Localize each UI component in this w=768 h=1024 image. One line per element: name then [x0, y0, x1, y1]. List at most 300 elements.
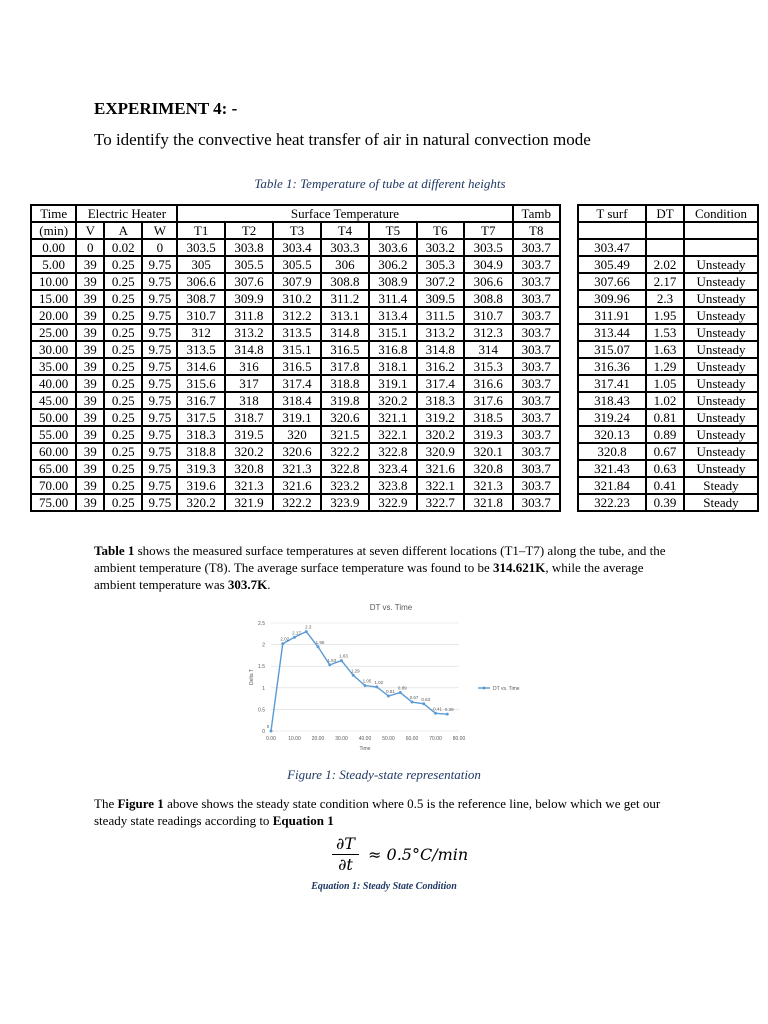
table-cell: 319.1	[273, 409, 320, 426]
condition-cell: Unsteady	[684, 409, 758, 426]
table-cell: 39	[76, 324, 104, 341]
condition-cell: 321.84	[578, 477, 646, 494]
equation-rhs: ≈ 0.5°C/min	[368, 845, 469, 864]
table-cell: 39	[76, 494, 104, 511]
table-cell: 9.75	[142, 375, 177, 392]
table-cell: 320.2	[225, 443, 273, 460]
table-cell: 322.8	[321, 460, 369, 477]
table-description-paragraph	[94, 542, 684, 593]
table-cell: 303.7	[513, 358, 560, 375]
table-cell: 318.8	[321, 375, 369, 392]
condition-cell: 2.3	[646, 290, 684, 307]
table-cell: 303.7	[513, 443, 560, 460]
table-row	[31, 392, 560, 409]
condition-cell: 309.96	[578, 290, 646, 307]
condition-cell: 1.63	[646, 341, 684, 358]
table-cell: 313.5	[273, 324, 320, 341]
group-header-row	[31, 205, 560, 222]
table-cell: 321.8	[464, 494, 513, 511]
table-cell: 306	[321, 256, 369, 273]
table-cell: 45.00	[31, 392, 76, 409]
x-tick-label: 80.00	[452, 736, 466, 742]
table-cell: 9.75	[142, 256, 177, 273]
table-cell: 0.25	[104, 341, 142, 358]
text-segment: , while the average ambient temperature was	[94, 560, 644, 592]
condition-cell: 303.47	[578, 239, 646, 256]
table-cell: 307.2	[417, 273, 464, 290]
condition-cell: 318.43	[578, 392, 646, 409]
table-cell: 303.7	[513, 426, 560, 443]
table-cell: 304.9	[464, 256, 513, 273]
sub-header-cell: T2	[225, 222, 273, 239]
chart-title: DT vs. Time	[369, 603, 413, 612]
table-cell: 0.25	[104, 409, 142, 426]
condition-row	[578, 256, 758, 273]
experiment-heading: EXPERIMENT 4: -	[94, 99, 238, 118]
table-cell: 303.3	[321, 239, 369, 256]
condition-table	[577, 204, 759, 512]
condition-header-row	[578, 205, 758, 222]
table-row	[31, 494, 560, 511]
condition-row	[578, 392, 758, 409]
table-row	[31, 477, 560, 494]
table-cell: 303.7	[513, 494, 560, 511]
sub-header-cell: T3	[273, 222, 320, 239]
data-point	[317, 645, 320, 648]
table-cell: 320.2	[177, 494, 224, 511]
table-cell: 321.3	[273, 460, 320, 477]
table-cell: 313.2	[225, 324, 273, 341]
table-cell: 318.3	[177, 426, 224, 443]
condition-row	[578, 290, 758, 307]
table-cell: 318	[225, 392, 273, 409]
table-cell: 319.2	[417, 409, 464, 426]
condition-row	[578, 460, 758, 477]
table-cell: 322.2	[273, 494, 320, 511]
y-axis-label: Delta T	[249, 668, 255, 686]
data-point	[411, 701, 414, 704]
table-cell: 9.75	[142, 341, 177, 358]
data-point	[305, 630, 308, 633]
table-row	[31, 358, 560, 375]
condition-cell: 0.67	[646, 443, 684, 460]
table-cell: 313.4	[369, 307, 416, 324]
table-cell: 9.75	[142, 324, 177, 341]
dt-vs-time-chart	[246, 598, 536, 758]
x-tick-label: 30.00	[335, 736, 348, 742]
figure-description-paragraph	[94, 795, 684, 829]
table-cell: 318.8	[177, 443, 224, 460]
condition-table-body	[578, 239, 758, 511]
condition-row	[578, 443, 758, 460]
table-cell: 303.2	[417, 239, 464, 256]
data-point	[375, 685, 378, 688]
condition-cell: Unsteady	[684, 324, 758, 341]
table-cell: 312.3	[464, 324, 513, 341]
table-cell: 9.75	[142, 477, 177, 494]
condition-cell: 1.53	[646, 324, 684, 341]
condition-cell: 321.43	[578, 460, 646, 477]
condition-cell: Unsteady	[684, 375, 758, 392]
table-cell: 316.8	[369, 341, 416, 358]
data-label: 0.81	[386, 689, 395, 695]
table-row	[31, 460, 560, 477]
y-tick-label: 1.5	[258, 664, 265, 671]
condition-cell: 1.05	[646, 375, 684, 392]
table-cell: 309.9	[225, 290, 273, 307]
condition-cell: 0.89	[646, 426, 684, 443]
table-cell: 323.9	[321, 494, 369, 511]
table-cell: 303.6	[369, 239, 416, 256]
figure-caption: Figure 1: Steady-state representation	[287, 767, 481, 782]
table-cell: 322.1	[369, 426, 416, 443]
data-label: 1.95	[315, 639, 325, 645]
condition-cell: 317.41	[578, 375, 646, 392]
y-tick-label: 2.5	[258, 621, 265, 627]
table-cell: 316.2	[417, 358, 464, 375]
table-cell: 308.7	[177, 290, 224, 307]
table-cell: 320	[273, 426, 320, 443]
condition-cell: 2.17	[646, 273, 684, 290]
table-cell: 311.2	[321, 290, 369, 307]
condition-row	[578, 409, 758, 426]
table-cell: 0.25	[104, 358, 142, 375]
table-cell: 320.6	[273, 443, 320, 460]
data-point	[270, 730, 273, 733]
table-cell: 20.00	[31, 307, 76, 324]
data-point	[340, 659, 343, 662]
sub-header-cell: W	[142, 222, 177, 239]
table-cell: 39	[76, 443, 104, 460]
table-cell: 320.2	[369, 392, 416, 409]
table-cell: 306.2	[369, 256, 416, 273]
table-cell: 322.9	[369, 494, 416, 511]
table-cell: 0.25	[104, 256, 142, 273]
table-cell: 314.6	[177, 358, 224, 375]
table-cell: 39	[76, 426, 104, 443]
condition-cell: 319.24	[578, 409, 646, 426]
data-label: 1.05	[362, 678, 372, 684]
table-cell: 320.9	[417, 443, 464, 460]
table-cell: 0.25	[104, 477, 142, 494]
sub-header-row	[31, 222, 560, 239]
condition-row	[578, 477, 758, 494]
condition-row	[578, 273, 758, 290]
condition-row	[578, 239, 758, 256]
table-cell: 39	[76, 290, 104, 307]
equation-denominator: ∂t	[338, 855, 353, 874]
table-cell: 303.7	[513, 290, 560, 307]
table-cell: 25.00	[31, 324, 76, 341]
table-cell: 40.00	[31, 375, 76, 392]
table-cell: 9.75	[142, 273, 177, 290]
table-cell: 319.3	[177, 460, 224, 477]
table-cell: 318.4	[273, 392, 320, 409]
condition-cell: Unsteady	[684, 256, 758, 273]
table-cell: 0.25	[104, 290, 142, 307]
condition-row	[578, 307, 758, 324]
data-label: 0.63	[421, 696, 431, 702]
x-tick-label: 40.00	[358, 736, 372, 742]
bold-text: 303.7K	[227, 577, 268, 592]
bold-text: Table 1	[94, 543, 135, 558]
table-cell: 39	[76, 307, 104, 324]
condition-cell: Unsteady	[684, 341, 758, 358]
table-cell: 9.75	[142, 426, 177, 443]
condition-row	[578, 358, 758, 375]
table-cell: 321.5	[321, 426, 369, 443]
table-cell: 10.00	[31, 273, 76, 290]
table-cell: 305.3	[417, 256, 464, 273]
table-cell: 0	[76, 239, 104, 256]
table-cell: 39	[76, 460, 104, 477]
y-tick-label: 0	[262, 729, 265, 735]
table-row	[31, 307, 560, 324]
table-cell: 317.6	[464, 392, 513, 409]
condition-row	[578, 341, 758, 358]
table-cell: 319.3	[464, 426, 513, 443]
table-cell: 0.25	[104, 307, 142, 324]
table-cell: 303.4	[273, 239, 320, 256]
condition-blank-row	[578, 222, 758, 239]
table-cell: 315.6	[177, 375, 224, 392]
series-line	[271, 632, 447, 731]
table-cell: 9.75	[142, 443, 177, 460]
x-tick-label: 20.00	[311, 736, 325, 742]
table-cell: 303.7	[513, 392, 560, 409]
data-point	[446, 713, 449, 716]
table-cell: 303.7	[513, 307, 560, 324]
data-point	[352, 674, 355, 677]
condition-cell: 313.44	[578, 324, 646, 341]
table-cell: 39	[76, 358, 104, 375]
table-caption: Table 1: Temperature of tube at different heights	[254, 176, 506, 191]
table-cell: 320.6	[321, 409, 369, 426]
table-cell: 75.00	[31, 494, 76, 511]
x-axis-label: Time	[359, 746, 371, 752]
table-cell: 322.7	[417, 494, 464, 511]
data-label: 1.29	[350, 668, 360, 674]
table-row	[31, 239, 560, 256]
table-cell: 317.5	[177, 409, 224, 426]
temperature-table	[30, 204, 561, 512]
condition-cell: Unsteady	[684, 426, 758, 443]
table-cell: 0.25	[104, 392, 142, 409]
table-cell: 39	[76, 409, 104, 426]
condition-cell: 316.36	[578, 358, 646, 375]
table-cell: 0.00	[31, 239, 76, 256]
table-cell: 55.00	[31, 426, 76, 443]
table-cell: 9.75	[142, 307, 177, 324]
table-cell: 303.7	[513, 409, 560, 426]
x-tick-label: 60.00	[405, 736, 419, 742]
table-row	[31, 290, 560, 307]
table-cell: 305	[177, 256, 224, 273]
table-cell: 303.7	[513, 273, 560, 290]
bold-text: 314.621K	[492, 560, 546, 575]
header-tamb: Tamb	[513, 205, 560, 222]
data-label: 2.17	[292, 630, 301, 636]
table-cell: 313.1	[321, 307, 369, 324]
data-point	[399, 691, 402, 694]
table-cell: 307.6	[225, 273, 273, 290]
table-cell: 0	[142, 239, 177, 256]
data-label: 0.67	[409, 695, 419, 701]
table-cell: 323.4	[369, 460, 416, 477]
condition-row	[578, 426, 758, 443]
condition-cell: 320.8	[578, 443, 646, 460]
table-cell: 303.5	[177, 239, 224, 256]
table-cell: 303.7	[513, 341, 560, 358]
table-cell: 313.5	[177, 341, 224, 358]
table-cell: 9.75	[142, 494, 177, 511]
data-label: 0.39	[444, 707, 454, 713]
condition-cell: Unsteady	[684, 392, 758, 409]
text-segment: The	[94, 796, 118, 811]
condition-cell	[646, 239, 684, 256]
table-row	[31, 256, 560, 273]
table-row	[31, 341, 560, 358]
table-cell: 303.7	[513, 460, 560, 477]
table-cell: 323.8	[369, 477, 416, 494]
table-cell: 308.8	[321, 273, 369, 290]
table-cell: 303.7	[513, 375, 560, 392]
table-cell: 319.6	[177, 477, 224, 494]
table-cell: 39	[76, 273, 104, 290]
table-cell: 316.6	[464, 375, 513, 392]
table-cell: 314.8	[225, 341, 273, 358]
header-condition: Condition	[684, 205, 758, 222]
table-cell: 39	[76, 477, 104, 494]
table-cell: 310.7	[464, 307, 513, 324]
condition-cell: 305.49	[578, 256, 646, 273]
table-cell: 303.7	[513, 239, 560, 256]
legend-marker	[483, 687, 486, 690]
table-cell: 320.2	[417, 426, 464, 443]
steady-state-equation	[332, 834, 468, 875]
data-point	[281, 642, 284, 645]
data-point	[328, 663, 331, 666]
bold-text: Equation 1	[272, 813, 334, 828]
table-cell: 60.00	[31, 443, 76, 460]
table-cell: 319.1	[369, 375, 416, 392]
condition-cell: Unsteady	[684, 358, 758, 375]
table-cell: 9.75	[142, 409, 177, 426]
table-cell: 321.3	[225, 477, 273, 494]
table-cell: 65.00	[31, 460, 76, 477]
x-tick-label: 10.00	[288, 736, 301, 742]
condition-cell: Unsteady	[684, 290, 758, 307]
table-cell: 318.7	[225, 409, 273, 426]
y-tick-label: 2	[262, 642, 265, 649]
table-cell: 308.8	[464, 290, 513, 307]
data-label: 1.53	[327, 657, 337, 663]
table-row	[31, 443, 560, 460]
table-cell: 316.7	[177, 392, 224, 409]
condition-cell: Steady	[684, 494, 758, 511]
table-cell: 310.7	[177, 307, 224, 324]
table-cell: 314.8	[417, 341, 464, 358]
data-label: 0.41	[433, 706, 442, 712]
x-tick-label: 50.00	[382, 736, 395, 742]
table-cell: 0.25	[104, 443, 142, 460]
table-cell: 315.3	[464, 358, 513, 375]
sub-header-cell: V	[76, 222, 104, 239]
data-point	[387, 695, 390, 698]
temperature-table-body	[31, 239, 560, 511]
table-cell: 305.5	[225, 256, 273, 273]
table-cell: 39	[76, 392, 104, 409]
table-cell: 316.5	[273, 358, 320, 375]
x-tick-label: 70.00	[429, 736, 442, 742]
sub-header-cell: T1	[177, 222, 224, 239]
condition-cell: Unsteady	[684, 443, 758, 460]
table-cell: 307.9	[273, 273, 320, 290]
experiment-aim: To identify the convective heat transfer of air in natural convection mode	[94, 130, 591, 149]
table-cell: 0.25	[104, 375, 142, 392]
data-label: 2.3	[305, 624, 312, 630]
condition-row	[578, 375, 758, 392]
table-cell: 311.8	[225, 307, 273, 324]
table-cell: 313.2	[417, 324, 464, 341]
table-cell: 321.6	[417, 460, 464, 477]
table-row	[31, 273, 560, 290]
equation-fraction	[332, 834, 359, 875]
data-point	[293, 636, 296, 639]
table-cell: 312.2	[273, 307, 320, 324]
x-tick-label: 0.00	[266, 736, 276, 742]
header-dt: DT	[646, 205, 684, 222]
condition-cell: 311.91	[578, 307, 646, 324]
y-tick-label: 0.5	[258, 707, 265, 714]
table-cell: 321.1	[369, 409, 416, 426]
table-cell: 306.6	[177, 273, 224, 290]
text-segment: .	[267, 577, 271, 592]
table-cell: 314	[464, 341, 513, 358]
sub-header-cell: (min)	[31, 222, 76, 239]
table-cell: 0.02	[104, 239, 142, 256]
table-cell: 70.00	[31, 477, 76, 494]
table-cell: 317	[225, 375, 273, 392]
table-cell: 9.75	[142, 460, 177, 477]
table-cell: 316.5	[321, 341, 369, 358]
table-cell: 319.5	[225, 426, 273, 443]
condition-cell: Unsteady	[684, 273, 758, 290]
table-cell: 0.25	[104, 494, 142, 511]
y-tick-label: 1	[262, 685, 265, 692]
equation-caption: Equation 1: Steady State Condition	[311, 881, 457, 892]
equation-numerator: ∂T	[332, 834, 359, 855]
data-label: 2.02	[280, 636, 290, 642]
table-cell: 317.4	[273, 375, 320, 392]
condition-row	[578, 324, 758, 341]
condition-cell: 1.02	[646, 392, 684, 409]
table-cell: 311.5	[417, 307, 464, 324]
condition-cell: 0.81	[646, 409, 684, 426]
text-segment: above shows the steady state condition where 0.5 is the reference line, below which we get our steady state readings according to	[94, 796, 661, 828]
table-cell: 312	[177, 324, 224, 341]
table-cell: 306.6	[464, 273, 513, 290]
table-cell: 308.9	[369, 273, 416, 290]
table-cell: 322.2	[321, 443, 369, 460]
table-cell: 39	[76, 341, 104, 358]
table-cell: 322.8	[369, 443, 416, 460]
table-cell: 317.4	[417, 375, 464, 392]
sub-header-cell: T6	[417, 222, 464, 239]
bold-text: Figure 1	[117, 796, 164, 811]
data-point	[364, 684, 367, 687]
condition-cell: Unsteady	[684, 460, 758, 477]
